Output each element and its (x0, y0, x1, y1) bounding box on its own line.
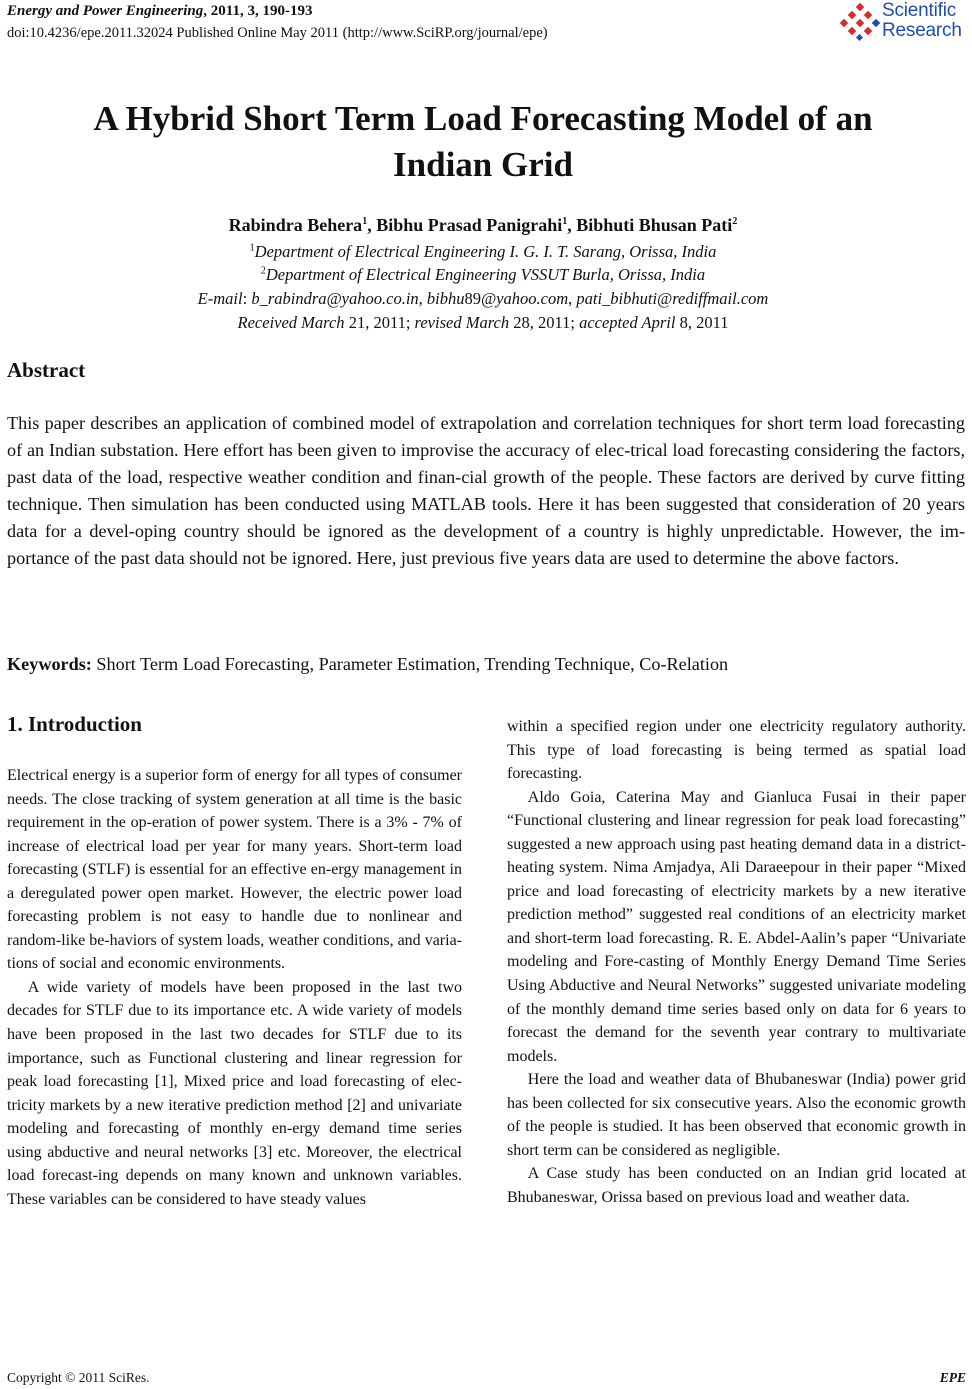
keywords-text: Short Term Load Forecasting, Parameter Estimation, Trending Technique, Co-Relation (96, 654, 729, 674)
author-name: Bibhuti Bhusan Pati (576, 215, 733, 235)
paragraph: A wide variety of models have been proposed in the last two decades for STLF due to its importance etc. A wide variety of models have been proposed in the last two decades for STLF due to its importance, such as Functional clustering and linear regression for peak load forecasting [1], Mixed price and load forecasting of elec-tricity markets by a new iterative prediction method [2] and univariate modeling and forecasting of monthly en-ergy demand time series using abductive and neural networks [3] etc. Moreover, the electrical load forecast-ing depends on many known and unknown variables. These variables can be considered to have steady values (7, 978, 462, 1208)
email-1: b_rabindra@yahoo.co.in (251, 289, 419, 308)
dates-line: Received March 21, 2011; revised March 28, 2011; accepted April 8, 2011 (237, 313, 729, 332)
paragraph: Here the load and weather data of Bhubaneswar (India) power grid has been collected for six consecutive years. Also the economic growth of the people is studied. It has been observed that economic growth in short term can be considered as negligible. (507, 1071, 966, 1159)
paragraph: within a specified region under one electricity regulatory authority. This type of load forecasting is being termed as spatial load forecasting. (507, 718, 966, 783)
logo-text-research: Research (882, 20, 962, 41)
title-line-2: Indian Grid (393, 145, 573, 184)
affiliation-1: $^1$Department of Electrical Engineering I. G. I. T. Sarang, Orissa, India (249, 242, 717, 261)
paragraph: A Case study has been conducted on an Indian grid located at Bhubaneswar, Orissa based on previous load and weather data. (507, 1165, 966, 1206)
author-name: Rabindra Behera (228, 215, 363, 235)
paragraph: Electrical energy is a superior form of energy for all types of consumer needs. The close tracking of system generation at all time is the basic requirement in the op-eration of power system. There is a 3% - 7% of increase of electrical load per year for many years. Short-term load forecasting (STLF) is essential for an effective en-ergy management in a deregulated power open market. However, the electric power load forecasting problem is not easy to handle due to nonlinear and random-like be-haviors of system loads, weather conditions, and varia-tions of social and economic environments. (7, 767, 462, 973)
author-name: Bibhu Prasad Panigrahi (376, 215, 563, 235)
logo-mark-icon (840, 2, 880, 42)
footer-journal-abbr: EPE (939, 1370, 966, 1385)
author-list: Rabindra Behera$^1$, Bibhu Prasad Panigrahi$^1$, Bibhuti Bhusan Pati$^2$ (228, 215, 738, 235)
running-header-journal (7, 2, 312, 20)
author-sup: 2 (732, 216, 738, 227)
paper-title (0, 96, 966, 188)
author-sup: 1 (562, 216, 568, 227)
logo-text-scientific: Scientific (882, 0, 957, 21)
email-line: E-mail: b_rabindra@yahoo.co.in, bibhu89@yahoo.com, pati_bibhuti@rediffmail.com (197, 289, 769, 308)
doi-line: doi:10.4236/epe.2011.32024 Published Online May 2011 (http://www.SciRP.org/journal/epe) (7, 25, 548, 41)
right-column (507, 715, 966, 1209)
abstract-heading: Abstract (7, 358, 86, 382)
journal-volume: , 2011, 3, 190-193 (203, 3, 313, 19)
affiliation-2: $^2$Department of Electrical Engineering VSSUT Burla, Orissa, India (260, 265, 706, 284)
left-column (7, 764, 462, 1211)
email-3: pati_bibhuti@rediffmail.com (576, 289, 769, 308)
abstract-text: This paper describes an application of combined model of extrapolation and correlation techniques for short term load forecasting of an Indian substation. Here effort has been given to improvise the accuracy of elec-trical load forecasting considering the factors, past data of the load, respective weather condition and finan-cial growth of the people. These factors are derived by curve fitting technique. Then simulation has been conducted using MATLAB tools. Here it has been suggested that consideration of 20 years data for a devel-oping country should be ignored as the development of a country is highly unpredictable. However, the im-portance of the past data should not be ignored. Here, just previous five years data are used to determine the above factors. (7, 413, 965, 568)
author-sup: 1 (362, 216, 368, 227)
footer-copyright: Copyright © 2011 SciRes. (7, 1370, 150, 1385)
keywords-line (7, 652, 728, 676)
scientific-research-logo (840, 0, 966, 44)
journal-name: Energy and Power Engineering (7, 3, 204, 19)
paragraph: Aldo Goia, Caterina May and Gianluca Fusai in their paper “Functional clustering and linear regression for peak load forecasting” suggested a new approach using past heating demand data in a district-heating system. Nima Amjadya, Ali Daraeepour in their paper “Mixed price and load forecasting of electricity markets by a new iterative prediction method” suggested real conditions of an electricity market and short-term load forecasting. R. E. Abdel-Aalin’s paper “Univariate modeling and Fore-casting of Monthly Energy Demand Time Series Using Abductive and Neural Networks” suggested univariate modeling of the monthly demand time series based only on data for 6 years to forecast the demand for the seventh year contrary to multivariate models. (507, 788, 966, 1065)
section-heading-introduction: 1. Introduction (7, 712, 142, 736)
title-line-1: A Hybrid Short Term Load Forecasting Model of an (93, 99, 873, 138)
keywords-label: Keywords: (7, 654, 92, 674)
